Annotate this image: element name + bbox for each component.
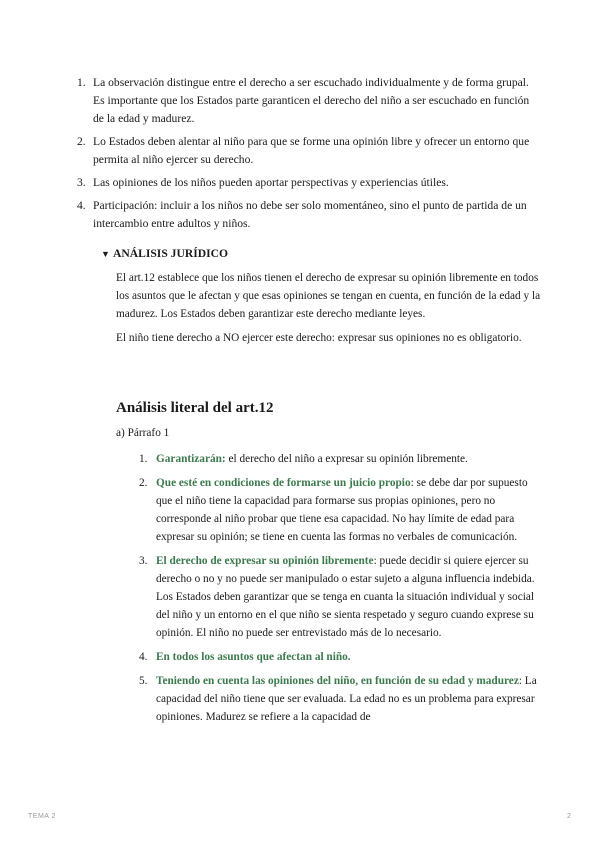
- highlight-term: Teniendo en cuenta las opiniones del niño, en función de su edad y madurez: [156, 675, 519, 687]
- list-item: 4. En todos los asuntos que afectan al niño.: [139, 651, 351, 663]
- list-item: 1. Garantizarán: el derecho del niño a expresar su opinión libremente.: [139, 453, 468, 465]
- highlight-term: Garantizarán:: [156, 453, 226, 465]
- paragraph-label: a) Párrafo 1: [116, 427, 170, 439]
- literal-analysis-list: [139, 450, 539, 732]
- highlight-term: El derecho de expresar su opinión libremente: [156, 555, 374, 567]
- page-number: 2: [567, 813, 571, 820]
- triangle-down-icon: ▼: [101, 249, 110, 259]
- juridical-analysis-section: [101, 245, 541, 347]
- section-toggle[interactable]: ▼ ANÁLISIS JURÍDICO: [101, 245, 541, 263]
- list-item: 4. Participación: incluir a los niños no debe ser solo momentáneo, sino el punto de partida de un intercambio entre adultos y niños.: [77, 199, 527, 230]
- highlight-term: Que esté en condiciones de formarse un juicio propio: [156, 477, 411, 489]
- list-item: 1. La observación distingue entre el derecho a ser escuchado individualmente y de forma grupal. Es importante que los Estados parte garanticen el derecho del niño a ser escuchado en función de la edad y madurez.: [77, 76, 530, 125]
- subtitle: Análisis literal del art.12: [116, 400, 274, 416]
- section-paragraph-2: El niño tiene derecho a NO ejercer este derecho: expresar sus opiniones no es obligatorio.: [116, 332, 522, 344]
- list-item: 3. Las opiniones de los niños pueden aportar perspectivas y experiencias útiles.: [77, 176, 449, 189]
- list-item: 2. Lo Estados deben alentar al niño para que se forme una opinión libre y ofrecer un entorno que permita al niño ejercer su derecho.: [77, 135, 530, 166]
- observation-list: [77, 74, 537, 238]
- list-item: 2. Que esté en condiciones de formarse un juicio propio: se debe dar por supuesto que el niño tiene la capacidad para formarse sus propias opiniones, pero no corresponde al niño probar que tiene esa capacidad. No hay límite de edad para expresar su opinión; se tiene en cuenta las formas no verbales de comunicación.: [139, 477, 528, 543]
- highlight-term: En todos los asuntos que afectan al niño.: [156, 651, 351, 663]
- list-item: 3. El derecho de expresar su opinión libremente: puede decidir si quiere ejercer su derecho o no y no puede ser manipulado o estar sujeto a alguna influencia indebida. Los Estados deben garantizar que se tenga en cuanta la situación individual y social del niño y un entorno en el que niño se sienta respetado y seguro cuando exprese su opinión. El niño no puede ser entrevistado más de lo necesario.: [139, 555, 535, 639]
- list-item: 5. Teniendo en cuenta las opiniones del niño, en función de su edad y madurez: La capacidad del niño tiene que ser evaluada. La edad no es un problema para expresar opiniones. Madurez se refiere a la capacidad de: [139, 675, 537, 723]
- footer-topic: TEMA 2: [28, 813, 56, 820]
- section-paragraph-1: El art.12 establece que los niños tienen el derecho de expresar su opinión libremente en todos los asuntos que le afectan y que esas opiniones se tengan en cuenta, en función de la edad y la madurez. Los Estados deben garantizar este derecho mediante leyes.: [116, 272, 541, 320]
